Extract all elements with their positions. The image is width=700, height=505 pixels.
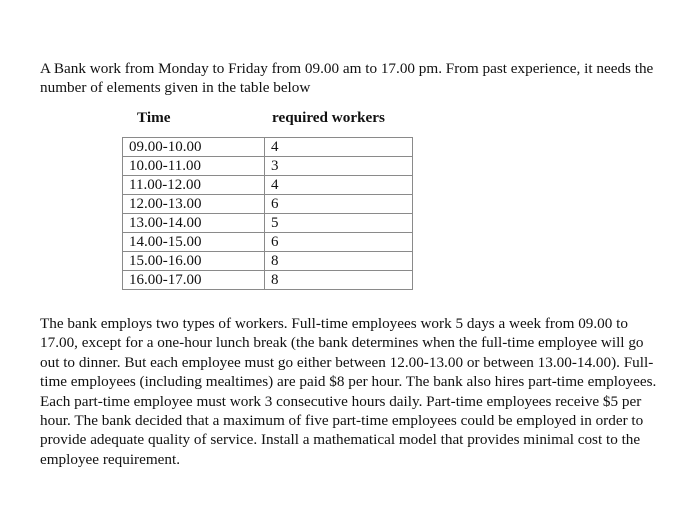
time-cell: 12.00-13.00 bbox=[123, 195, 265, 214]
workers-column-header: required workers bbox=[272, 109, 385, 126]
workers-cell: 8 bbox=[265, 252, 413, 271]
time-column-header: Time bbox=[137, 109, 171, 126]
table-row bbox=[123, 214, 413, 233]
time-cell: 11.00-12.00 bbox=[123, 176, 265, 195]
table-row bbox=[123, 195, 413, 214]
intro-paragraph: A Bank work from Monday to Friday from 09.00 am to 17.00 pm. From past experience, it needs the number of elements given in the table below bbox=[40, 60, 654, 96]
time-cell: 14.00-15.00 bbox=[123, 233, 265, 252]
workers-cell: 5 bbox=[265, 214, 413, 233]
time-cell: 09.00-10.00 bbox=[123, 138, 265, 157]
table-row bbox=[123, 233, 413, 252]
workers-cell: 6 bbox=[265, 195, 413, 214]
table-row bbox=[123, 252, 413, 271]
time-cell: 15.00-16.00 bbox=[123, 252, 265, 271]
workers-cell: 8 bbox=[265, 271, 413, 290]
staffing-table bbox=[122, 137, 413, 290]
workers-cell: 4 bbox=[265, 176, 413, 195]
time-cell: 10.00-11.00 bbox=[123, 157, 265, 176]
table-row bbox=[123, 157, 413, 176]
table-row bbox=[123, 271, 413, 290]
workers-cell: 4 bbox=[265, 138, 413, 157]
time-cell: 16.00-17.00 bbox=[123, 271, 265, 290]
workers-cell: 6 bbox=[265, 233, 413, 252]
workers-cell: 3 bbox=[265, 157, 413, 176]
time-cell: 13.00-14.00 bbox=[123, 214, 265, 233]
table-row bbox=[123, 176, 413, 195]
table-header bbox=[0, 109, 700, 129]
table-row bbox=[123, 138, 413, 157]
problem-description: The bank employs two types of workers. Full-time employees work 5 days a week from 09.00 to 17.00, except for a one-hour lunch break (the bank determines when the full-time employee will go out to dinner. But each employee must go either between 12.00-13.00 or between 13.00-14.00). Full-time employees (including mealtimes) are paid $8 per hour. The bank also hires part-time employees. Each part-time employee must work 3 consecutive hours daily. Part-time employees receive $5 per hour. The bank decided that a maximum of five part-time employees could be employed in order to provide adequate quality of service. Install a mathematical model that provides minimal cost to the employee requirement. bbox=[40, 315, 657, 468]
